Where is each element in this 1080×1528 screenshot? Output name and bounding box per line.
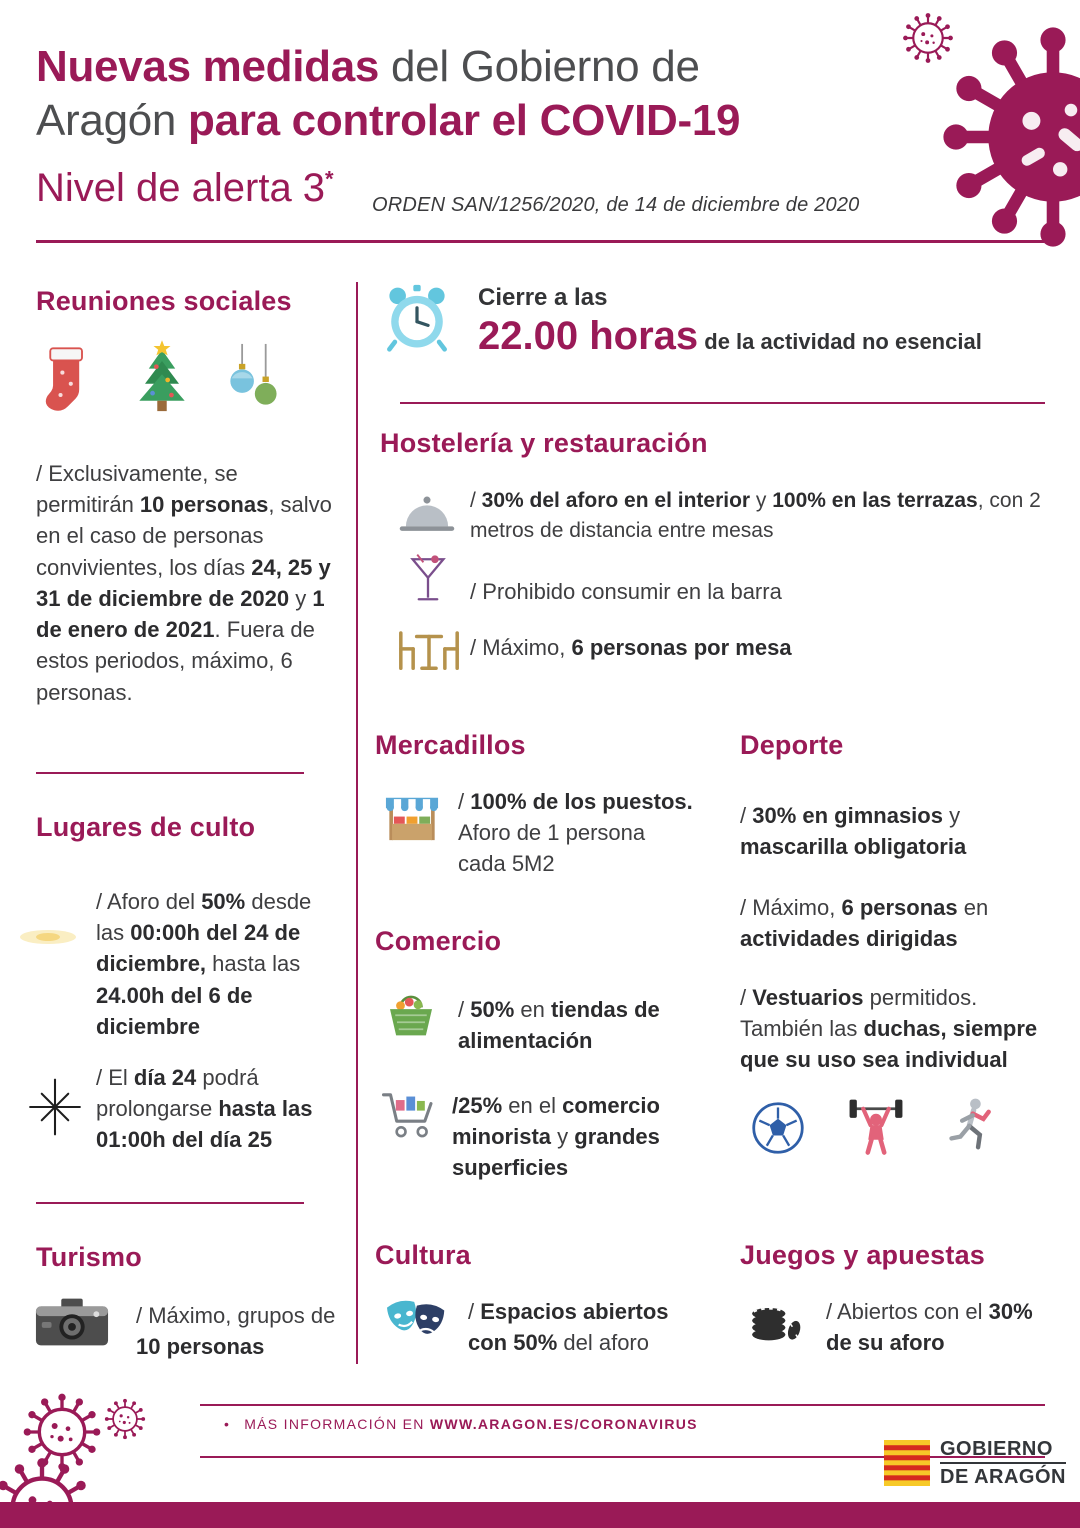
deporte-vestuarios-text: / Vestuarios permitidos. También las duchas, siempre que su uso sea individual xyxy=(740,985,1038,1073)
reuniones-body: / Exclusivamente, se permitirán 10 personas, salvo en el caso de personas convivientes, los días 24, 25 y 31 de diciembre de 2020 y 1 de enero de 2021. Fuera de estos periodos, máximo, 6 personas. xyxy=(36,461,332,705)
comercio-heading: Comercio xyxy=(375,926,502,956)
turismo-text: / Máximo, grupos de 10 personas xyxy=(136,1303,336,1360)
lugares-heading: Lugares de culto xyxy=(36,812,256,842)
cocktail-icon xyxy=(408,548,448,612)
theater-masks-icon xyxy=(383,1292,449,1348)
ornaments-icon xyxy=(224,340,282,424)
stocking-icon xyxy=(40,342,96,420)
table-chairs-icon xyxy=(392,622,466,674)
page-title-line2: Aragón para controlar el COVID-19 xyxy=(36,96,741,145)
juegos-heading: Juegos y apuestas xyxy=(740,1240,986,1270)
aragon-flag-icon xyxy=(884,1440,930,1486)
header-divider xyxy=(36,240,1044,243)
market-stall-icon xyxy=(383,793,441,851)
alert-level: Nivel de alerta 3* xyxy=(36,166,334,210)
deporte-heading: Deporte xyxy=(740,730,844,760)
cloche-icon xyxy=(398,492,456,538)
hosteleria-heading: Hostelería y restauración xyxy=(380,428,708,458)
alarm-clock-icon xyxy=(382,282,452,354)
footer-divider-top xyxy=(200,1404,1045,1406)
closure-intro: Cierre a las xyxy=(478,284,608,311)
shopping-cart-icon xyxy=(380,1086,438,1144)
hosteleria-mesas-text: / Máximo, 6 personas por mesa xyxy=(470,635,792,660)
runner-icon xyxy=(948,1092,994,1160)
cultura-text: / Espacios abiertos con 50% del aforo xyxy=(468,1299,669,1356)
weightlifter-icon xyxy=(845,1094,907,1160)
deporte-gimnasios-text: / 30% en gimnasios y mascarilla obligatoria xyxy=(740,803,967,860)
virus-icon-footer-2 xyxy=(104,1398,146,1440)
virus-icon-large xyxy=(938,22,1080,252)
poker-chips-icon xyxy=(746,1292,802,1344)
logo-line1: GOBIERNO xyxy=(940,1438,1053,1460)
cultura-heading: Cultura xyxy=(375,1240,471,1270)
comercio-alimentacion-text: / 50% en tiendas de alimentación xyxy=(458,997,660,1054)
section-divider xyxy=(36,772,304,774)
order-reference: ORDEN SAN/1256/2020, de 14 de diciembre de 2020 xyxy=(372,194,860,216)
star-icon xyxy=(26,1078,84,1136)
page-title-line1: Nuevas medidas del Gobierno de xyxy=(36,42,700,91)
footer-info-text[interactable]: MÁS INFORMACIÓN EN WWW.ARAGON.ES/CORONAVIRUS xyxy=(244,1416,698,1432)
grocery-basket-icon xyxy=(383,990,439,1044)
alert-asterisk: * xyxy=(325,166,334,192)
lugares-dia24-text: / El día 24 podrá prolongarse hasta las 01:00h del día 25 xyxy=(96,1065,313,1153)
reuniones-heading: Reuniones sociales xyxy=(36,286,292,316)
footer-link-line[interactable] xyxy=(224,1416,698,1432)
juegos-text: / Abiertos con el 30% de su aforo xyxy=(826,1299,1033,1356)
camera-icon xyxy=(34,1294,110,1350)
comercio-minorista-text: /25% en el comercio minorista y grandes superficies xyxy=(452,1093,660,1181)
lugares-aforo-text: / Aforo del 50% desde las 00:00h del 24 de diciembre, hasta las 24.00h del 6 de diciembre xyxy=(96,889,312,1039)
closure-divider xyxy=(400,402,1045,404)
mercadillos-heading: Mercadillos xyxy=(375,730,526,760)
bottom-bar xyxy=(0,1502,1080,1528)
closure-scope: de la actividad no esencial xyxy=(698,329,982,354)
logo-line2: DE ARAGÓN xyxy=(940,1465,1066,1488)
closure-time: 22.00 horas xyxy=(478,314,699,358)
section-divider xyxy=(36,1202,304,1204)
candle-glow-icon xyxy=(16,924,80,950)
turismo-heading: Turismo xyxy=(36,1242,142,1272)
mercadillos-text: / 100% de los puestos. Aforo de 1 persona cada 5M2 xyxy=(458,789,693,877)
hosteleria-barra-text: / Prohibido consumir en la barra xyxy=(470,579,782,604)
christmas-tree-icon xyxy=(128,336,196,422)
column-divider xyxy=(356,282,358,1364)
deporte-dirigidas-text: / Máximo, 6 personas en actividades dirigidas xyxy=(740,895,989,952)
closure-block xyxy=(478,284,1048,359)
footer-bullet: • xyxy=(224,1416,231,1432)
soccer-ball-icon xyxy=(750,1100,806,1156)
hosteleria-aforo-text: / 30% del aforo en el interior y 100% en las terrazas, con 2 metros de distancia entre mesas xyxy=(470,489,1041,542)
logo-separator xyxy=(940,1462,1066,1464)
gobierno-aragon-logo xyxy=(884,1438,1066,1488)
